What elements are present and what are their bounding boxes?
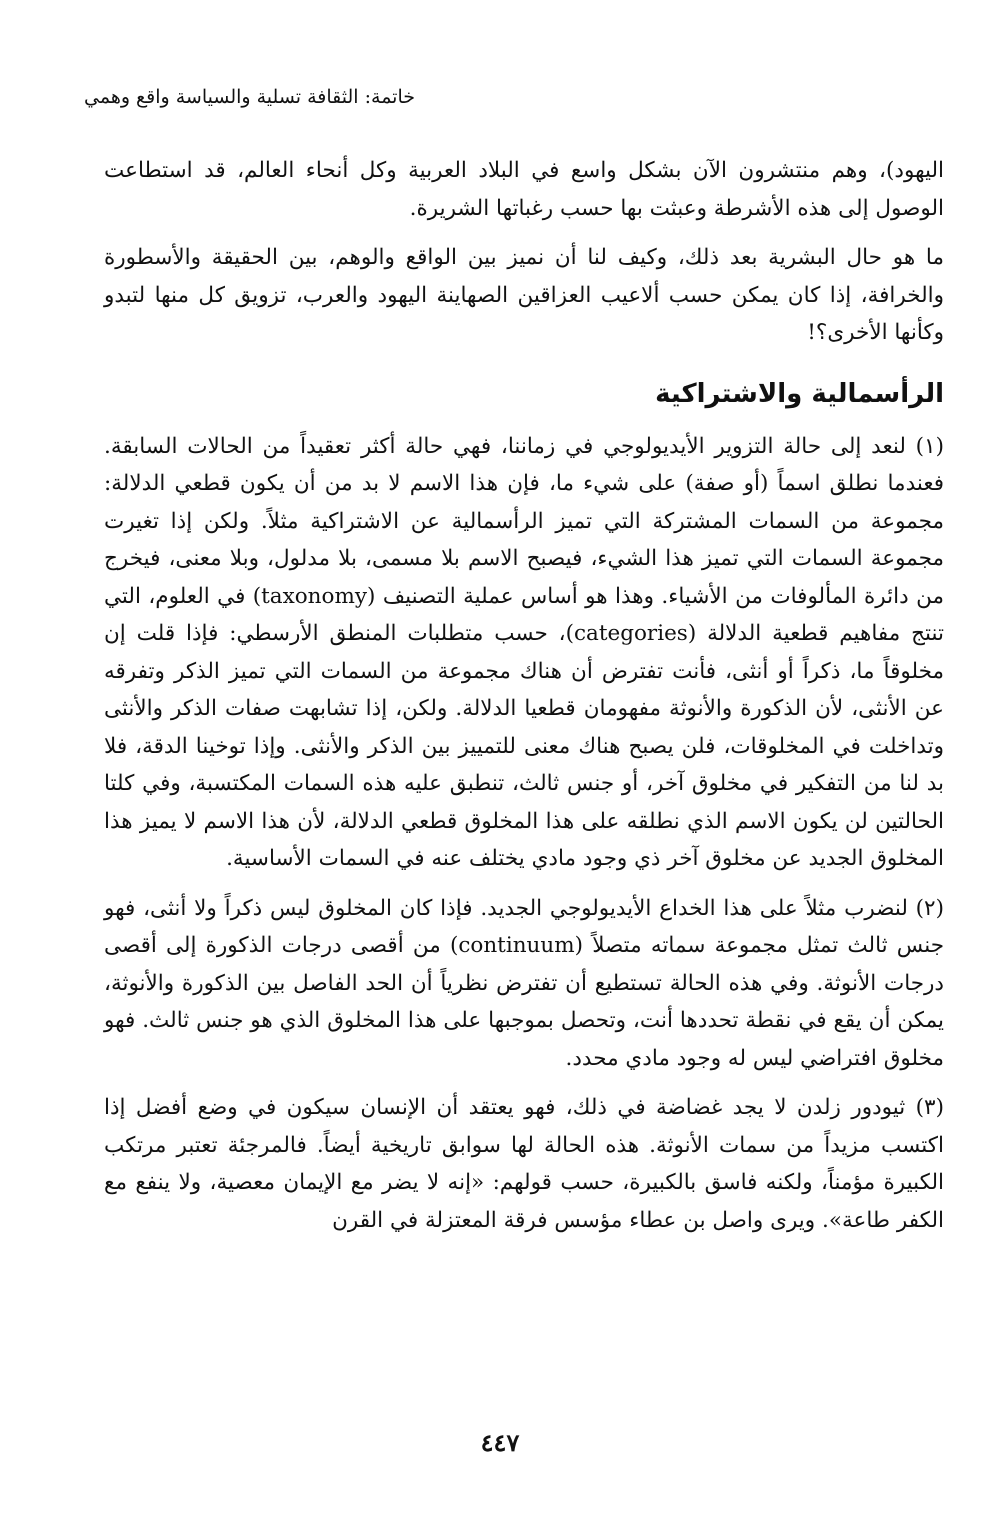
paragraph-section-2: (٢) لنضرب مثلاً على هذا الخداع الأيديولوجي الجديد. فإذا كان المخلوق ليس ذكراً ولا أنثى، فهو جنس ثالث تمثل مجموعة سماته متصلاً (continuum) من أقصى درجات الذكورة إلى أقصى درجات الأنوثة. وفي هذه الحالة تستطيع أن تفترض نظرياً أن الحد الفاصل بين الذكورة والأنوثة، يمكن أن يقع في نقطة تحددها أنت، وتحصل بموجبها على هذا المخلوق الذي هو جنس ثالث. فهو مخلوق افتراضي ليس له وجود مادي محدد.	[104, 895, 944, 1071]
paragraph-section-1: (١) لنعد إلى حالة التزوير الأيديولوجي في زماننا، فهي حالة أكثر تعقيداً من الحالات السابقة. فعندما نطلق اسماً (أو صفة) على شيء ما، فإن هذا الاسم لا بد من أن يكون قطعي الدلالة: مجموعة من السمات المشتركة التي تميز الرأسمالية عن الاشتراكية مثلاً. ولكن إذا تغيرت مجموعة السمات التي تميز هذا الشيء، فيصبح الاسم بلا مسمى، بلا مدلول، وبلا معنى، فيخرج من دائرة المألوفات من الأشياء. وهذا هو أساس عملية التصنيف (taxonomy) في العلوم، التي تنتج مفاهيم قطعية الدلالة (categories)، حسب متطلبات المنطق الأرسطي: فإذا قلت إن مخلوقاً ما، ذكراً أو أنثى، فأنت تفترض أن هناك مجموعة من السمات التي تميز الذكر وتفرقه عن الأنثى، لأن الذكورة والأنوثة مفهومان قطعيا الدلالة. ولكن، إذا تشابهت صفات الذكر والأنثى وتداخلت في المخلوقات، فلن يصبح هناك معنى للتمييز بين الذكر والأنثى. وإذا توخينا الدقة، فلا بد لنا من التفكير في مخلوق آخر، أو جنس ثالث، تنطبق عليه هذه السمات المكتسبة، وفي كلتا الحالتين لن يكون الاسم الذي نطلقه على هذا المخلوق قطعي الدلالة، لأن هذا الاسم لا يميز هذا المخلوق الجديد عن مخلوق آخر ذي وجود مادي يختلف عنه في السمات الأساسية.	[104, 433, 945, 871]
page-number: ٤٤٧	[480, 1428, 520, 1457]
paragraph-intro-1: اليهود)، وهم منتشرون الآن بشكل واسع في البلاد العربية وكل أنحاء العالم، قد استطاعت الوصول إلى هذه الأشرطة وعبثت بها حسب رغباتها الشريرة.	[104, 158, 944, 221]
section-heading: الرأسمالية والاشتراكية	[655, 378, 944, 409]
running-header: خاتمة: الثقافة تسلية والسياسة واقع وهمي	[84, 86, 415, 108]
paragraph-intro-2: ما هو حال البشرية بعد ذلك، وكيف لنا أن نميز بين الواقع والوهم، بين الحقيقة والأسطورة والخرافة، إذا كان يمكن حسب ألاعيب العزاقين الصهاينة اليهود والعرب، تزويق كل منها لتبدو وكأنها الأخرى؟!	[104, 245, 944, 345]
page-body	[104, 152, 944, 1239]
paragraph-section-3: (٣) ثيودور زلدن لا يجد غضاضة في ذلك، فهو يعتقد أن الإنسان سيكون في وضع أفضل إذا اكتسب مزيداً من سمات الأنوثة. هذه الحالة لها سوابق تاريخية أيضاً. فالمرجئة تعتبر مرتكب الكبيرة مؤمناً، ولكنه فاسق بالكبيرة، حسب قولهم: «إنه لا يضر مع الإيمان معصية، ولا ينفع مع الكفر طاعة». ويرى واصل بن عطاء مؤسس فرقة المعتزلة في القرن	[104, 1095, 944, 1233]
